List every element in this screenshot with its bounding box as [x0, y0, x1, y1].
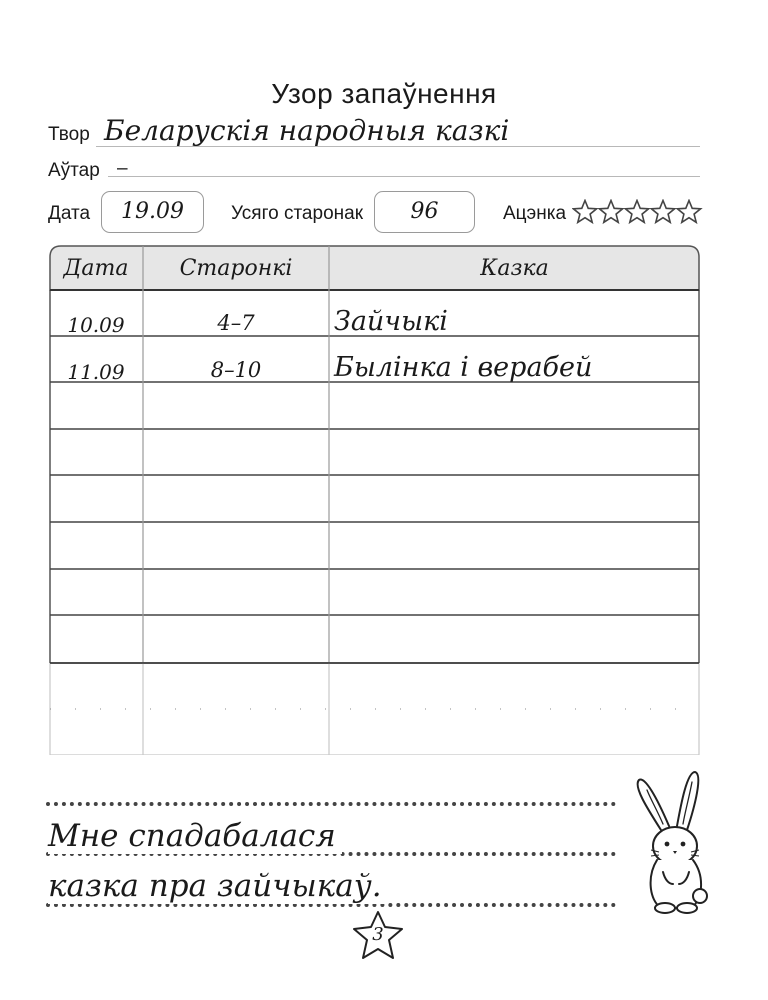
pages-value: 96	[410, 199, 439, 224]
row1-tale: Зайчыкі	[334, 306, 448, 337]
row1-date: 10.09	[67, 313, 125, 337]
star-icon	[599, 201, 622, 223]
row1-pages: 4–7	[217, 311, 255, 335]
star-icon	[677, 201, 700, 223]
page-number: 3	[372, 924, 384, 945]
pages-box[interactable]	[374, 191, 475, 233]
star-icon	[625, 201, 648, 223]
header-pages: Старонкі	[179, 256, 293, 281]
author-underline	[108, 176, 700, 177]
dotted-line	[46, 802, 616, 806]
header-tale: Казка	[480, 256, 549, 281]
star-icon	[651, 201, 674, 223]
author-value: –	[117, 158, 128, 179]
pages-label: Усяго старонак	[231, 203, 364, 224]
work-value: Беларускія народныя казкі	[104, 114, 510, 147]
note-line-1: Мне спадабалася	[48, 818, 342, 854]
rating-label: Ацэнка	[503, 203, 567, 224]
bunny-icon	[625, 768, 715, 916]
author-label: Аўтар	[48, 160, 100, 181]
star-icon	[573, 201, 596, 223]
row2-date: 11.09	[67, 360, 125, 384]
page-title: Узор запаўнення	[271, 78, 497, 109]
row2-pages: 8–10	[210, 358, 262, 382]
note-line-2: казка пра зайчыкаў.	[48, 868, 388, 904]
row2-tale: Былінка і верабей	[334, 352, 593, 383]
date-value: 19.09	[121, 199, 184, 224]
work-label: Твор	[48, 124, 90, 145]
header-date: Дата	[63, 256, 129, 281]
work-underline	[96, 146, 700, 147]
date-label: Дата	[48, 203, 91, 224]
rating-stars[interactable]	[572, 199, 704, 226]
date-box[interactable]	[101, 191, 204, 233]
